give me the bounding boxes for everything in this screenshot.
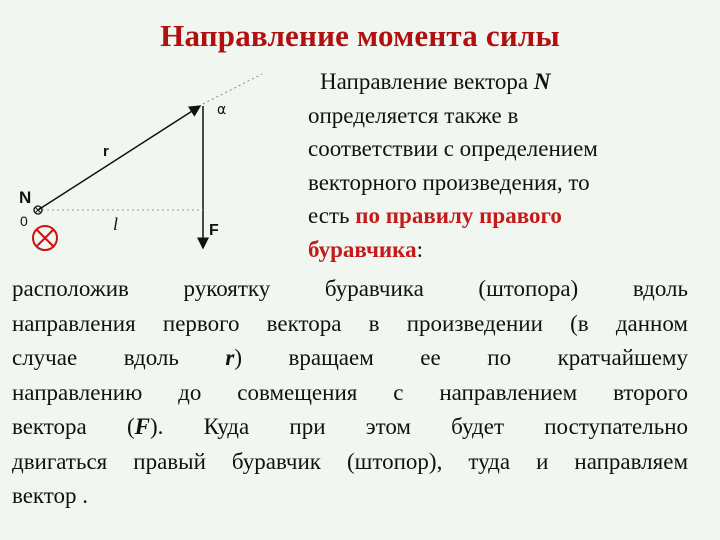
slide-title: Направление момента силы [160, 18, 560, 53]
n-label: N [19, 188, 32, 207]
body-line [12, 341, 688, 376]
f-label: F [209, 222, 219, 239]
n-into-page-icon [33, 226, 57, 250]
rule-highlight-cont: буравчика [308, 236, 417, 262]
r-extension-dotted [203, 74, 262, 104]
vector-r-symbol: r [225, 345, 235, 370]
body-line: расположив рукоятку буравчика (штопора) вдоль [12, 276, 688, 301]
text-line: векторного произведения, то [308, 169, 590, 195]
r-label: r [103, 143, 109, 160]
body-line: направления первого вектора в произведении (в данном [12, 310, 688, 336]
body-line: вектор . [12, 483, 89, 508]
text-line: соответствии с определением [308, 136, 598, 161]
text-segment: есть [308, 203, 356, 228]
vector-n-symbol: N [533, 69, 551, 94]
right-explanation [308, 65, 713, 266]
text-segment: Направление вектора [320, 69, 534, 94]
vector-f-symbol: F [134, 414, 150, 439]
body-line: двигаться правый буравчик (штопор), туда и направляем [12, 448, 688, 474]
text-segment: ). Куда при этом будет поступательно [149, 414, 688, 439]
rule-highlight: по правилу правого [355, 203, 562, 228]
text-segment: вектора ( [12, 414, 135, 439]
body-paragraph [12, 272, 688, 514]
zero-label: 0 [20, 213, 28, 229]
alpha-label: α [217, 102, 227, 118]
body-line [12, 410, 688, 445]
text-line: определяется также в [308, 102, 519, 128]
text-segment: : [416, 236, 423, 262]
r-vector [38, 106, 200, 210]
torque-diagram [0, 60, 300, 270]
text-segment: ) вращаем ее по кратчайшему [234, 345, 688, 370]
body-line: направлению до совмещения с направлением второго [12, 379, 688, 405]
text-segment: случае вдоль [12, 345, 226, 370]
l-label: l [113, 214, 119, 234]
